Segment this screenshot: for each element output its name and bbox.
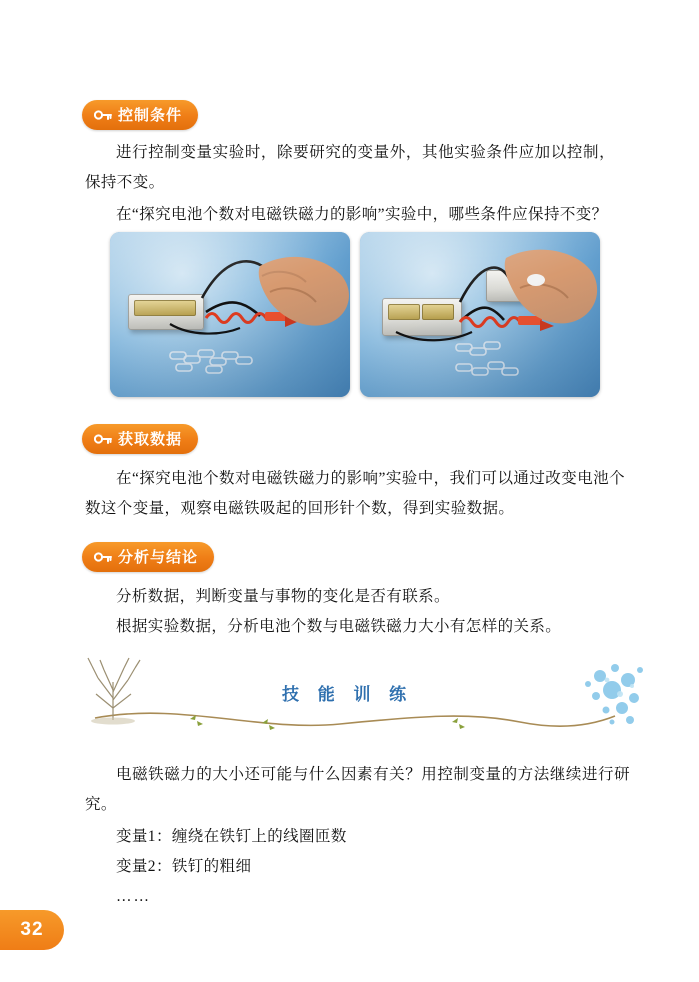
band-title: 技 能 训 练 [282, 685, 414, 704]
figure-right-photo [360, 232, 600, 397]
paragraph-control-2: 在“探究电池个数对电磁铁磁力的影响”实验中，哪些条件应保持不变？ [116, 206, 608, 223]
section-heading-control-conditions [82, 100, 198, 130]
page-number-badge [0, 910, 64, 950]
skill-ellipsis: …… [116, 888, 151, 905]
section-heading-collect-data [82, 424, 198, 454]
skill-paragraph-1: 电磁铁磁力的大小还可能与什么因素有关？用控制变量的方法继续进行研究。 [85, 766, 630, 813]
key-icon [94, 550, 112, 564]
section-heading-label: 分析与结论 [118, 549, 199, 566]
skill-training-band [0, 650, 699, 745]
skill-variable-1: 变量1：缠绕在铁钉上的线圈匝数 [116, 828, 347, 845]
paragraph-analysis-2: 根据实验数据，分析电池个数与电磁铁磁力大小有怎样的关系。 [116, 618, 562, 635]
skill-variable-2: 变量2：铁钉的粗细 [116, 858, 252, 875]
key-icon [94, 432, 112, 446]
paragraph-analysis-1: 分析数据，判断变量与事物的变化是否有联系。 [116, 588, 450, 605]
pill-collect-data [82, 424, 198, 454]
section-heading-label: 控制条件 [118, 107, 183, 124]
pill-control-conditions [82, 100, 198, 130]
photo-shading [110, 232, 350, 397]
section-heading-label: 获取数据 [118, 431, 183, 448]
paragraph-collect-data-1: 在“探究电池个数对电磁铁磁力的影响”实验中，我们可以通过改变电池个数这个变量，观察电磁铁吸起的回形针个数，得到实验数据。 [85, 470, 625, 517]
pill-analysis [82, 542, 214, 572]
section-heading-analysis [82, 542, 214, 572]
figure-left-photo [110, 232, 350, 397]
page-number: 32 [20, 919, 44, 940]
key-icon [94, 108, 112, 122]
photo-shading [360, 232, 600, 397]
paragraph-control-1: 进行控制变量实验时，除要研究的变量外，其他实验条件应加以控制，保持不变。 [85, 144, 615, 191]
